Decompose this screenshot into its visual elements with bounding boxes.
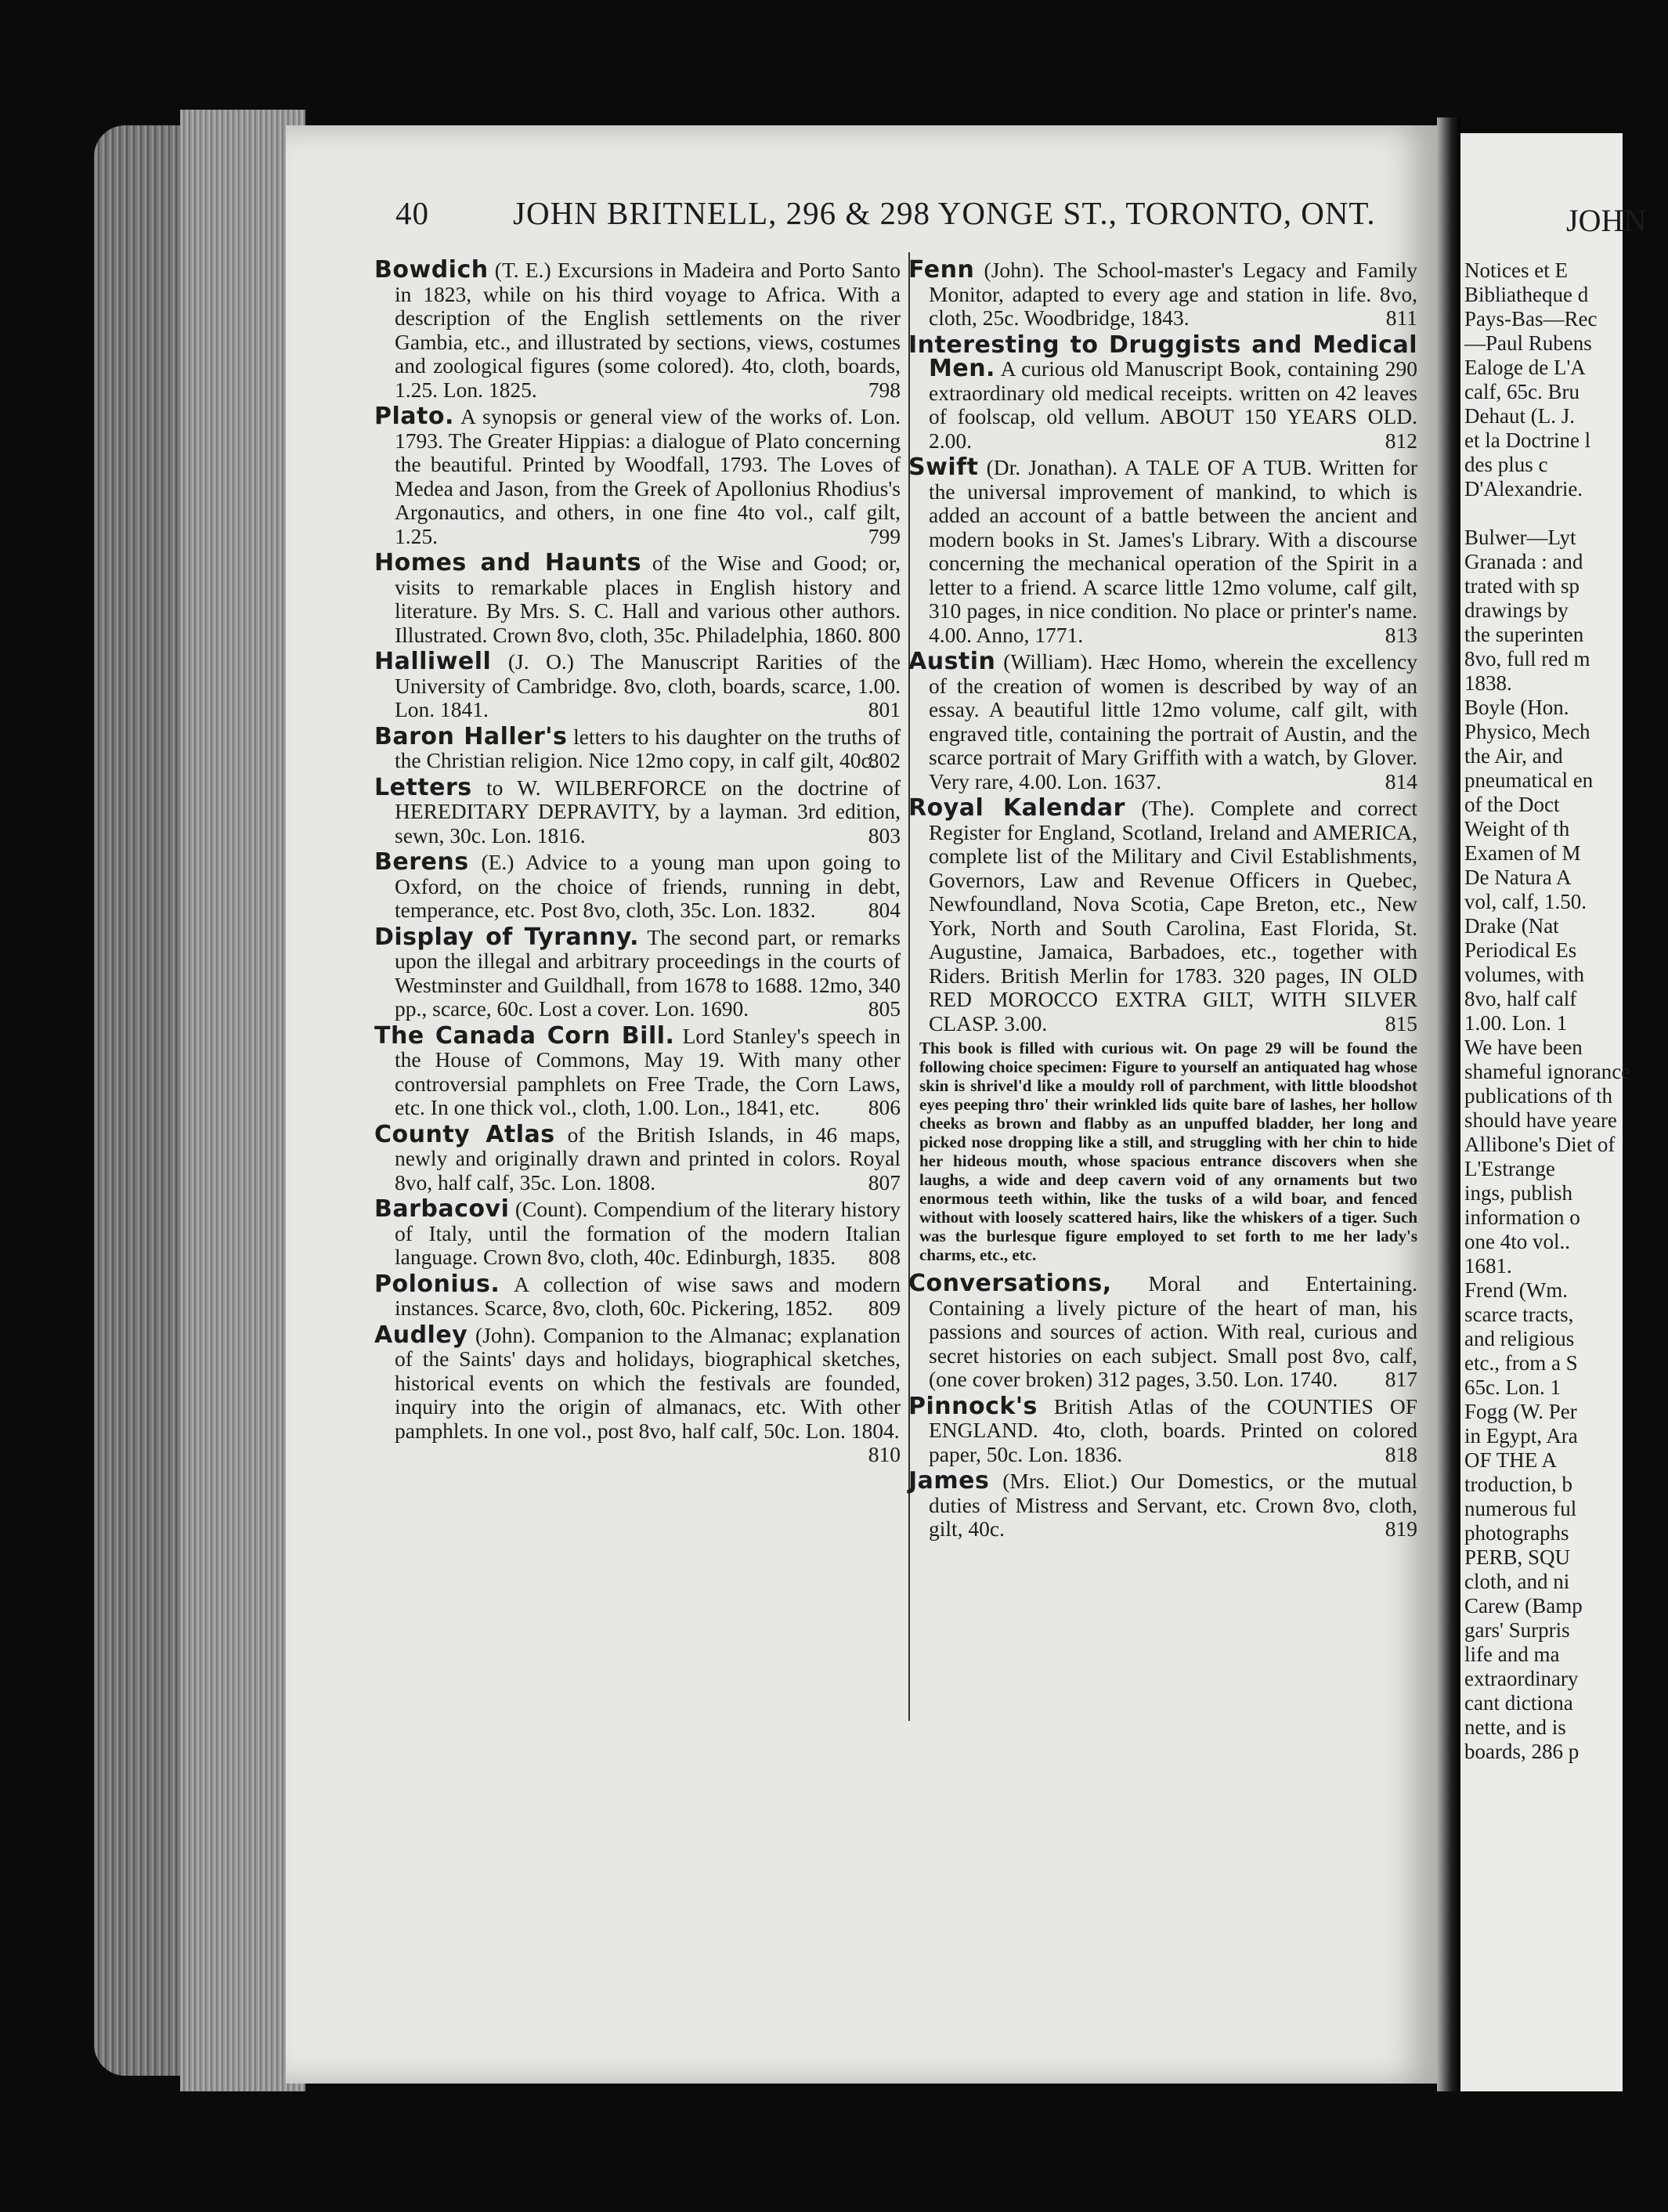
facing-page-line: De Natura A xyxy=(1464,866,1572,889)
facing-page-line: volumes, with xyxy=(1464,963,1584,986)
facing-page-line: Examen of M xyxy=(1464,841,1581,865)
entry-number: 800 xyxy=(868,622,901,647)
entry-number: 806 xyxy=(868,1095,901,1119)
facing-page-line: des plus c xyxy=(1464,453,1548,476)
facing-page-line: scarce tracts, xyxy=(1464,1303,1574,1326)
catalogue-entry xyxy=(908,650,1417,793)
entry-description: (John). The School-master's Legacy and Family Monitor, adapted to every age and station in life. 8vo, cloth, 25c. Woodbridge, 1843. xyxy=(929,258,1417,330)
entry-number: 813 xyxy=(1385,622,1417,647)
entry-description: (Dr. Jonathan). A TALE OF A TUB. Written for the universal improvement of mankind, to which is added an account of a battle between the ancient and modern books in St. James's Library. With a discourse concerning the mechanical operation of the Spirit in a letter to a friend. A scarce little 12mo volume, calf gilt, 310 pages, in nice condition. No place or printer's name. 4.00. Anno, 1771. xyxy=(929,455,1417,647)
entry-number: 812 xyxy=(1385,428,1417,453)
entry-number: 804 xyxy=(868,898,901,922)
page-header xyxy=(395,194,1413,232)
facing-page-line: should have yeare xyxy=(1464,1108,1617,1132)
entry-heading: Interesting to Druggists and Medical Men. xyxy=(908,331,1417,382)
entry-heading: Conversations, xyxy=(908,1270,1112,1297)
facing-page-line: numerous ful xyxy=(1464,1497,1577,1520)
catalogue-entry xyxy=(374,1195,901,1270)
entry-description: (T. E.) Excursions in Madeira and Porto Santo in 1823, while on his third voyage to Africa. With a description of the English settlements on the river Gambia, etc., and illustrated by sections, views, costumes and zoological figures (some colored). 4to, cloth, boards, 1.25. Lon. 1825. xyxy=(395,258,901,402)
facing-page-column xyxy=(1464,258,1668,1764)
facing-page-line: boards, 286 p xyxy=(1464,1740,1580,1763)
entry-number: 802 xyxy=(868,748,901,772)
entry-description: A collection of wise saws and modern instances. Scarce, 8vo, cloth, 60c. Pickering, 1852. xyxy=(395,1271,901,1320)
catalogue-entry xyxy=(908,794,1417,1036)
book-gutter xyxy=(1437,117,1460,2091)
catalogue-entry xyxy=(908,456,1417,647)
entry-description: (J. O.) The Manuscript Rarities of the University of Cambridge. 8vo, cloth, boards, scarce, 1.00. Lon. 1841. xyxy=(395,649,901,721)
facing-page-line: gars' Surpris xyxy=(1464,1618,1570,1642)
facing-page-line: Allibone's Diet of xyxy=(1464,1133,1616,1156)
catalogue-entry xyxy=(374,650,901,722)
catalogue-entry xyxy=(908,1469,1417,1542)
entry-number: 801 xyxy=(868,697,901,721)
catalogue-entry xyxy=(374,1270,901,1321)
facing-page-line: Carew (Bamp xyxy=(1464,1594,1583,1617)
entry-description: British Atlas of the COUNTIES OF ENGLAND. 4to, cloth, boards. Printed on colored paper, 50c. Lon. 1836. xyxy=(929,1393,1417,1466)
entry-note: This book is filled with curious wit. On page 29 will be found the following choice specimen: Figure to yourself an antiquated hag whose skin is shrivel'd like a mouldy roll of parchment, with little bloodshot eyes peeping thro' their wrinkled lids quite bare of lashes, her hollow cheeks as brown and flabby as an unpuffed bladder, her long and picked nose dropping like a still, and struggling with her chin to hide her hideous mouth, whose spacious entrance discovers when she laughs, a wide and deep cavern void of any ornaments but two enormous teeth within, like the tusks of a wild boar, and fenced without with loosely scattered hairs, like the whiskers of a tiger. Such was the burlesque figure employed to set forth to me her lady's charms, etc., etc. xyxy=(919,1039,1417,1264)
catalogue-entry xyxy=(908,1272,1417,1392)
facing-page-line: D'Alexandrie. xyxy=(1464,477,1583,501)
facing-page-line: information o xyxy=(1464,1205,1580,1229)
facing-page-line: etc., from a S xyxy=(1464,1351,1578,1375)
catalogue-entry xyxy=(374,405,901,548)
facing-page-line: nette, and is xyxy=(1464,1715,1566,1739)
facing-page-line: extraordinary xyxy=(1464,1667,1579,1690)
facing-page-line: Ealoge de L'A xyxy=(1464,356,1586,379)
facing-page-line: Notices et E xyxy=(1464,258,1568,282)
catalogue-entry xyxy=(908,1392,1417,1467)
catalogue-entry xyxy=(374,1321,901,1466)
facing-page-line: Drake (Nat xyxy=(1464,914,1559,938)
facing-page-line: Periodical Es xyxy=(1464,938,1577,962)
entry-description: to W. WILBERFORCE on the doctrine of HEREDITARY DEPRAVITY, by a layman. 3rd edition, sewn, 30c. Lon. 1816. xyxy=(395,775,901,848)
facing-page-line: shameful ignorance xyxy=(1464,1060,1631,1083)
entry-heading: Homes and Haunts xyxy=(374,549,642,576)
facing-page-line: Frend (Wm. xyxy=(1464,1278,1568,1302)
facing-page-line: calf, 65c. Bru xyxy=(1464,380,1580,403)
facing-page-line: one 4to vol.. xyxy=(1464,1230,1570,1253)
facing-page-line: Physico, Mech xyxy=(1464,720,1590,743)
facing-page-line: Dehaut (L. J. xyxy=(1464,404,1575,428)
entry-heading: Plato. xyxy=(374,403,454,430)
catalogue-column-left xyxy=(374,258,901,1467)
facing-page-line: —Paul Rubens xyxy=(1464,331,1592,355)
facing-page-line: Weight of th xyxy=(1464,817,1570,840)
entry-heading: Royal Kalendar xyxy=(908,794,1125,822)
catalogue-entry xyxy=(374,722,901,773)
catalogue-entry xyxy=(374,1120,901,1195)
facing-page-line: We have been xyxy=(1464,1036,1583,1059)
entry-heading: Baron Haller's xyxy=(374,722,568,750)
entry-heading: The Canada Corn Bill. xyxy=(374,1021,675,1050)
catalogue-entry xyxy=(374,551,901,647)
facing-page-line: the Air, and xyxy=(1464,744,1563,768)
catalogue-entry xyxy=(374,923,901,1021)
entry-description: Moral and Entertaining. Containing a lively picture of the heart of man, his passions and sources of action. With real, curious and secret histories on each subject. Small post 8vo, calf, (one cover broken) 312 pages, 3.50. Lon. 1740. xyxy=(929,1271,1417,1391)
facing-page-header: JOHN xyxy=(1566,203,1647,238)
catalogue-entry xyxy=(374,773,901,848)
facing-page-line: trated with sp xyxy=(1464,574,1580,598)
entry-heading: Bowdich xyxy=(374,256,489,284)
entry-number: 803 xyxy=(868,822,901,848)
entry-heading: Audley xyxy=(374,1321,468,1349)
running-title: JOHN BRITNELL, 296 & 298 YONGE ST., TORONTO, ONT. xyxy=(513,195,1376,231)
facing-page-line: 1.00. Lon. 1 xyxy=(1464,1011,1568,1035)
entry-heading: Pinnock's xyxy=(908,1392,1038,1420)
entry-number: 807 xyxy=(868,1169,901,1195)
entry-heading: Barbacovi xyxy=(374,1195,510,1223)
entry-heading: Halliwell xyxy=(374,648,492,675)
facing-page-line: Bibliatheque d xyxy=(1464,283,1589,306)
facing-page-line: and religious xyxy=(1464,1327,1575,1350)
entry-heading: Swift xyxy=(908,454,979,481)
facing-page-line: L'Estrange xyxy=(1464,1157,1555,1180)
entry-number: 805 xyxy=(868,996,901,1021)
facing-page-line: et la Doctrine l xyxy=(1464,428,1591,452)
entry-number: 799 xyxy=(868,523,901,548)
facing-page-line: 1838. xyxy=(1464,671,1512,695)
entry-number: 809 xyxy=(868,1296,901,1320)
entry-heading: Fenn xyxy=(908,256,975,284)
facing-page-line: cloth, and ni xyxy=(1464,1570,1570,1593)
entry-description: (Count). Compendium of the literary history of Italy, until the formation of the modern Italian language. Crown 8vo, cloth, 40c. Edinburgh, 1835. xyxy=(395,1197,901,1269)
entry-number: 815 xyxy=(1385,1010,1417,1036)
entry-number: 817 xyxy=(1385,1367,1417,1391)
entry-description: A synopsis or general view of the works of. Lon. 1793. The Greater Hippias: a dialogue of Plato concerning the beautiful. Printed by Woodfall, 1793. The Loves of Medea and Jason, from the Greek of Apollonius Rhodius's Argonautics, and others, in one fine 4to vol., calf gilt, 1.25. xyxy=(395,404,901,548)
catalogue-entry xyxy=(908,258,1417,331)
entry-description: A curious old Manuscript Book, containing 290 extraordinary old medical receipts. written on 42 leaves of foolscap, old vellum. ABOUT 150 YEARS OLD. 2.00. xyxy=(929,356,1417,453)
facing-page-line: 1681. xyxy=(1464,1254,1512,1278)
facing-page-line: Bulwer—Lyt xyxy=(1464,526,1576,549)
facing-page-line: OF THE A xyxy=(1464,1448,1558,1472)
entry-number: 811 xyxy=(1385,305,1417,330)
entry-description: (The). Complete and correct Register for England, Scotland, Ireland and AMERICA, complete list of the Military and Civil Establishments, Governors, Law and Revenue Officers in Quebec, Newfoundland, Nova Scotia, Cape Breton, etc., New York, North and South Carolina, East Florida, St. Augustine, Jamaica, Barbadoes, etc., together with Riders. British Merlin for 1783. 320 pages, IN OLD RED MOROCCO EXTRA GILT, WITH SILVER CLASP. 3.00. xyxy=(929,796,1417,1036)
catalogue-entry xyxy=(374,258,901,402)
catalogue-entry xyxy=(908,331,1417,454)
facing-page-line: life and ma xyxy=(1464,1643,1560,1666)
facing-page-line: PERB, SQU xyxy=(1464,1545,1571,1569)
facing-page-line: Granada : and xyxy=(1464,550,1583,573)
facing-page-line: Fogg (W. Per xyxy=(1464,1400,1577,1423)
facing-page-line: 8vo, full red m xyxy=(1464,647,1590,670)
entry-number: 814 xyxy=(1385,768,1417,793)
facing-page-line xyxy=(1464,501,1668,526)
facing-page-line: of the Doct xyxy=(1464,793,1560,816)
entry-heading: County Atlas xyxy=(374,1120,555,1148)
entry-description: Lord Stanley's speech in the House of Commons, May 19. With many other controversial pamphlets on Free Trade, the Corn Laws, etc. In one thick vol., cloth, 1.00. Lon., 1841, etc. xyxy=(395,1023,901,1119)
entry-heading: James xyxy=(908,1467,990,1495)
facing-page-line: the superinten xyxy=(1464,623,1584,646)
entry-description: The second part, or remarks upon the illegal and arbitrary proceedings in the courts of Westminster and Guildhall, from 1678 to 1688. 12mo, 340 pp., scarce, 60c. Lost a cover. Lon. 1690. xyxy=(395,924,901,1021)
entry-number: 798 xyxy=(868,377,901,402)
facing-page-line: 65c. Lon. 1 xyxy=(1464,1375,1561,1399)
facing-page-line: troduction, b xyxy=(1464,1473,1572,1496)
facing-page-line: in Egypt, Ara xyxy=(1464,1424,1578,1448)
facing-page-line: vol, calf, 1.50. xyxy=(1464,890,1587,913)
page-number: 40 xyxy=(395,195,429,231)
entry-description: (E.) Advice to a young man upon going to Oxford, on the choice of friends, running in debt, temperance, etc. Post 8vo, cloth, 35c. Lon. 1832. xyxy=(395,850,901,922)
entry-number: 819 xyxy=(1385,1516,1417,1541)
entry-number: 818 xyxy=(1385,1441,1417,1466)
facing-page-line: Boyle (Hon. xyxy=(1464,696,1569,719)
facing-page-line: photographs xyxy=(1464,1521,1569,1545)
catalogue-entry xyxy=(374,1021,901,1120)
entry-description: of the British Islands, in 46 maps, newly and originally drawn and printed in colors. Royal 8vo, half calf, 35c. Lon. 1808. xyxy=(395,1122,901,1195)
facing-page-line: Pays-Bas—Rec xyxy=(1464,307,1598,331)
entry-number: 808 xyxy=(868,1245,901,1269)
facing-page-line: cant dictiona xyxy=(1464,1691,1573,1715)
entry-description: (John). Companion to the Almanac; explanation of the Saints' days and holidays, biographical sketches, historical events on which the festivals are founded, inquiry into the origin of almanacs, etc. With other pamphlets. In one vol., post 8vo, half calf, 50c. Lon. 1804. xyxy=(395,1322,901,1443)
entry-heading: Polonius. xyxy=(374,1270,500,1298)
facing-page-line: pneumatical en xyxy=(1464,768,1594,792)
facing-page-line: publications of th xyxy=(1464,1084,1612,1108)
entry-number: 810 xyxy=(868,1442,901,1466)
catalogue-entry xyxy=(374,848,901,923)
facing-page-line: ings, publish xyxy=(1464,1181,1573,1205)
entry-description: of the Wise and Good; or, visits to remarkable places in English history and literature. By Mrs. S. C. Hall and various other authors. Illustrated. Crown 8vo, cloth, 35c. Philadelphia, 1860. xyxy=(395,551,901,647)
entry-description: (Mrs. Eliot.) Our Domestics, or the mutual duties of Mistress and Servant, etc. Crown 8vo, cloth, gilt, 40c. xyxy=(929,1469,1417,1541)
entry-description: (William). Hæc Homo, wherein the excellency of the creation of women is described by way of an essay. A beautiful little 12mo volume, calf gilt, with engraved title, containing the portrait of Austin, and the scarce portrait of Mary Griffith with a watch, by Glover. Very rare, 4.00. Lon. 1637. xyxy=(929,649,1417,793)
entry-heading: Letters xyxy=(374,773,472,801)
facing-page-line: drawings by xyxy=(1464,598,1569,622)
facing-page-line: 8vo, half calf xyxy=(1464,987,1577,1010)
entry-heading: Berens xyxy=(374,848,469,876)
entry-description: letters to his daughter on the truths of the Christian religion. Nice 12mo copy, in calf gilt, 40c. xyxy=(395,724,901,772)
entry-heading: Austin xyxy=(908,648,996,675)
catalogue-column-middle xyxy=(908,258,1417,1545)
entry-heading: Display of Tyranny. xyxy=(374,923,640,951)
